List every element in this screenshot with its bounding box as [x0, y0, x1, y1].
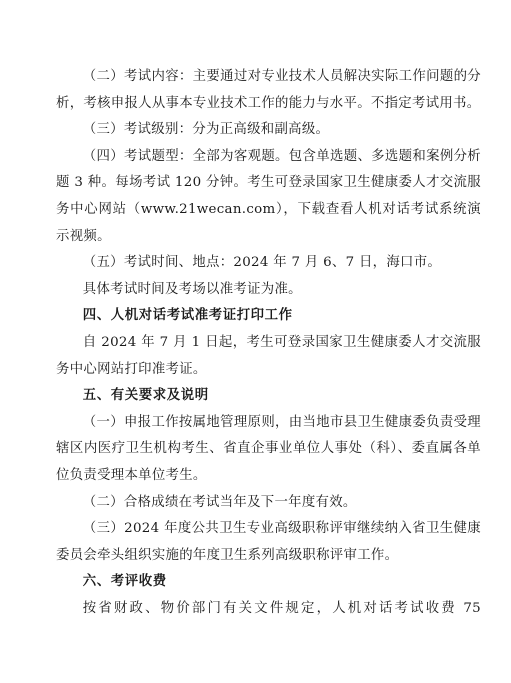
paragraph-exam-level: （三）考试级别：分为正高级和副高级。 [82, 122, 330, 138]
paragraph-exam-content: （二）考试内容：主要通过对专业技术人员解决实际工作问题的分析，考核申报人从事本专业技术工作的能力与水平。不指定考试用书。 [56, 69, 481, 111]
paragraph-requirement-validity: （二）合格成绩在考试当年及下一年度有效。 [82, 494, 357, 510]
paragraph-requirement-review: （三）2024 年度公共卫生专业高级职称评审继续纳入省卫生健康委员会牵头组织实施的年度卫生系列高级职称评审工作。 [56, 521, 481, 563]
section-heading-requirements: 五、有关要求及说明 [82, 388, 209, 404]
section-heading-fees: 六、考评收费 [82, 574, 167, 590]
paragraph-exam-format: （四）考试题型：全部为客观题。包含单选题、多选题和案例分析题 3 种。每场考试 120 分钟。考生可登录国家卫生健康委人才交流服务中心网站（www.21wecan.com），下载查看人机对话考试系统演示视频。 [56, 148, 481, 244]
section-heading-admission-ticket: 四、人机对话考试准考证打印工作 [82, 308, 293, 324]
paragraph-fees: 按省财政、物价部门有关文件规定，人机对话考试收费 75 [82, 600, 481, 616]
paragraph-requirement-territorial: （一）申报工作按属地管理原则，由当地市县卫生健康委负责受理辖区内医疗卫生机构考生、省直企事业单位人事处（科）、委直属各单位负责受理本单位考生。 [56, 414, 481, 483]
paragraph-admission-ticket-printing: 自 2024 年 7 月 1 日起，考生可登录国家卫生健康委人才交流服务中心网站打印准考证。 [56, 334, 481, 377]
paragraph-exam-admission-note: 具体考试时间及考场以准考证为准。 [82, 281, 302, 297]
paragraph-exam-time-place: （五）考试时间、地点：2024 年 7 月 6、7 日，海口市。 [82, 255, 442, 271]
